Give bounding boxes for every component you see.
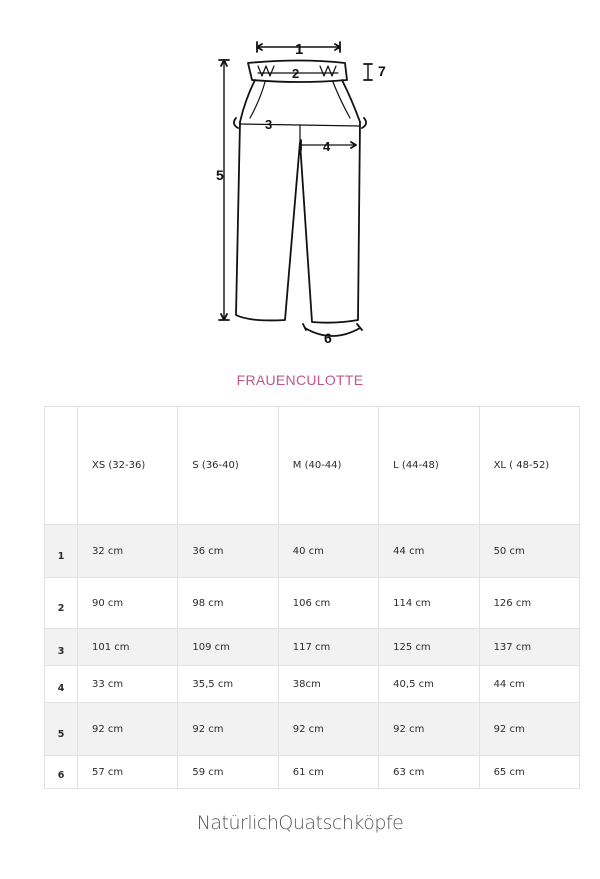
row-number: 5 [45,703,78,756]
table-cell: 65 cm [479,756,579,789]
table-cell: 36 cm [178,525,278,578]
table-cell: 38cm [278,666,378,703]
table-row [45,703,580,756]
table-cell: 63 cm [379,756,479,789]
table-header-row [45,407,580,525]
size-table [44,406,580,789]
label-3: 3 [265,117,273,132]
table-cell: 109 cm [178,629,278,666]
table-cell: 40 cm [278,525,378,578]
table-cell: 50 cm [479,525,579,578]
table-cell: 59 cm [178,756,278,789]
table-cell: 90 cm [78,578,178,629]
table-row [45,756,580,789]
header-cell [45,407,78,525]
table-cell: 137 cm [479,629,579,666]
table-row [45,666,580,703]
header-cell: M (40-44) [278,407,378,525]
table-cell: 92 cm [479,703,579,756]
label-5: 5 [216,167,224,183]
row-number: 6 [45,756,78,789]
row-number: 4 [45,666,78,703]
label-4: 4 [323,139,331,154]
size-table-wrapper [44,406,580,789]
table-cell: 92 cm [379,703,479,756]
table-cell: 114 cm [379,578,479,629]
table-cell: 44 cm [479,666,579,703]
table-cell: 92 cm [78,703,178,756]
table-cell: 106 cm [278,578,378,629]
label-6: 6 [324,330,332,346]
label-7: 7 [378,63,386,79]
table-cell: 92 cm [278,703,378,756]
label-1: 1 [295,41,304,58]
culotte-drawing [200,30,400,360]
table-cell: 125 cm [379,629,479,666]
row-number: 2 [45,578,78,629]
table-cell: 98 cm [178,578,278,629]
table-cell: 126 cm [479,578,579,629]
table-cell: 32 cm [78,525,178,578]
table-cell: 57 cm [78,756,178,789]
table-cell: 92 cm [178,703,278,756]
table-row [45,578,580,629]
row-number: 1 [45,525,78,578]
page-title: FRAUENCULOTTE [236,372,364,388]
table-cell: 33 cm [78,666,178,703]
label-2: 2 [292,66,300,81]
header-cell: S (36-40) [178,407,278,525]
table-cell: 101 cm [78,629,178,666]
table-cell: 44 cm [379,525,479,578]
table-cell: 61 cm [278,756,378,789]
table-cell: 35,5 cm [178,666,278,703]
table-cell: 40,5 cm [379,666,479,703]
brand-logo: NatürlichQuatschköpfe [196,812,404,834]
header-cell: L (44-48) [379,407,479,525]
table-row [45,629,580,666]
header-cell: XS (32-36) [78,407,178,525]
row-number: 3 [45,629,78,666]
header-cell: XL ( 48-52) [479,407,579,525]
pants-sketch [200,30,400,360]
table-cell: 117 cm [278,629,378,666]
table-row [45,525,580,578]
